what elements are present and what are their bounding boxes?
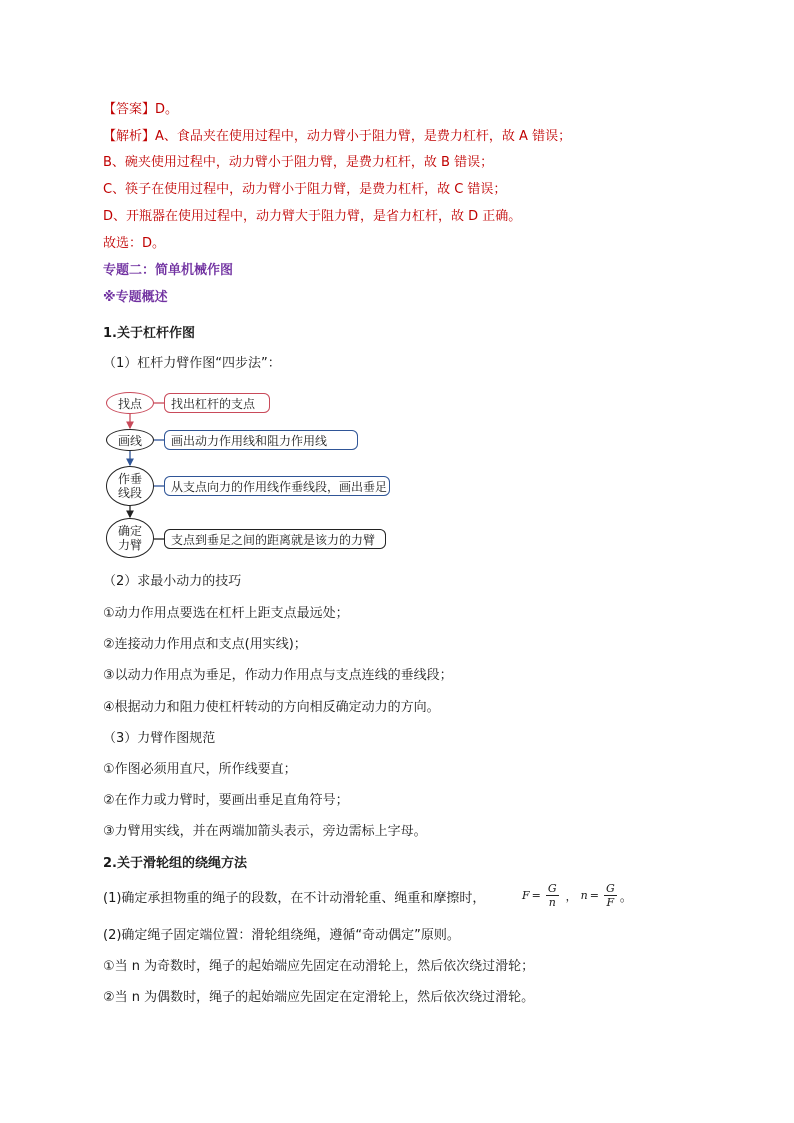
- min-force-item: ④根据动力和阻力使杠杆转动的方向相反确定动力的方向。: [103, 700, 440, 715]
- section1-sub1: （1）杠杆力臂作图“四步法”：: [103, 356, 281, 371]
- min-force-item: ①动力作用点要选在杠杆上距支点最远处；: [103, 606, 349, 621]
- min-force-item: ③以动力作用点为垂足，作动力作用点与支点连线的垂线段；: [103, 668, 453, 683]
- analysis-line-b: B、碗夹使用过程中，动力臂小于阻力臂，是费力杠杆，故 B 错误；: [103, 155, 494, 170]
- section1-sub3: （3）力臂作图规范: [103, 731, 216, 746]
- flow-step-label: 确定 力臂: [117, 524, 142, 552]
- flow-desc-2: 画出动力作用线和阻力作用线: [164, 430, 358, 450]
- answer-label: 【答案】: [103, 102, 156, 117]
- arm-rule-item: ②在作力或力臂时，要画出垂足直角符号；: [103, 793, 349, 808]
- section2-item2: (2)确定绳子固定端位置：滑轮组绕绳，遵循“奇动偶定”原则。: [103, 928, 460, 943]
- flow-step-determine-arm: [106, 518, 154, 558]
- flow-desc-4: 支点到垂足之间的距离就是该力的力臂: [164, 529, 386, 549]
- flow-step-label: 找点: [117, 396, 142, 411]
- section2-item1: (1)确定承担物重的绳子的段数，在不计动滑轮重、绳重和摩擦时，: [103, 891, 486, 906]
- formula-fraction-G-over-n: $\frac{G}{n}$: [547, 882, 557, 909]
- formula-eq: =: [531, 889, 541, 902]
- formula-fraction-G-over-F: $\frac{G}{F}$: [605, 882, 615, 909]
- force-formula: [522, 882, 633, 909]
- formula-end: 。: [619, 890, 633, 905]
- section1-sub2: （2）求最小动力的技巧: [103, 574, 242, 589]
- formula-eq: =: [589, 889, 599, 902]
- odd-rule: ①当 n 为奇数时，绳子的起始端应先固定在动滑轮上，然后依次绕过滑轮；: [103, 959, 535, 974]
- section2-title: 2.关于滑轮组的绕绳方法: [103, 856, 247, 871]
- analysis-line-c: C、筷子在使用过程中，动力臂小于阻力臂，是费力杠杆，故 C 错误；: [103, 182, 507, 197]
- analysis-line-d: D、开瓶器在使用过程中，动力臂大于阻力臂，是省力杠杆，故 D 正确。: [103, 209, 522, 224]
- answer-value: D。: [155, 102, 179, 117]
- analysis-text: A、食品夹在使用过程中，动力臂小于阻力臂，是费力杠杆，故 A 错误；: [155, 129, 572, 144]
- answer-line: [103, 101, 178, 119]
- section1-title: 1.关于杠杆作图: [103, 326, 195, 341]
- arm-rule-item: ③力臂用实线，并在两端加箭头表示，旁边需标上字母。: [103, 824, 427, 839]
- analysis-choice: 故选：D。: [103, 236, 166, 251]
- four-step-flowchart: [100, 384, 430, 564]
- flow-step-find-fulcrum: [106, 392, 154, 414]
- even-rule: ②当 n 为偶数时，绳子的起始端应先固定在定滑轮上，然后依次绕过滑轮。: [103, 990, 535, 1005]
- min-force-item: ②连接动力作用点和支点(用实线)；: [103, 637, 307, 652]
- flow-step-draw-lines: [106, 429, 154, 451]
- flow-desc-3: 从支点向力的作用线作垂线段，画出垂足: [164, 476, 390, 496]
- analysis-label: 【解析】: [103, 129, 156, 144]
- topic-overview: ※专题概述: [103, 290, 168, 305]
- formula-F: F: [522, 889, 530, 902]
- formula-n: n: [580, 889, 588, 902]
- analysis-line-a: [103, 128, 571, 146]
- arm-rule-item: ①作图必须用直尺，所作线要直；: [103, 762, 297, 777]
- flow-step-label: 作垂 线段: [117, 472, 142, 500]
- flow-step-label: 画线: [117, 433, 142, 448]
- flow-desc-1: 找出杠杆的支点: [164, 393, 270, 413]
- formula-comma: ，: [565, 889, 577, 903]
- topic-title: 专题二：简单机械作图: [103, 263, 234, 278]
- flow-step-perpendicular: [106, 466, 154, 506]
